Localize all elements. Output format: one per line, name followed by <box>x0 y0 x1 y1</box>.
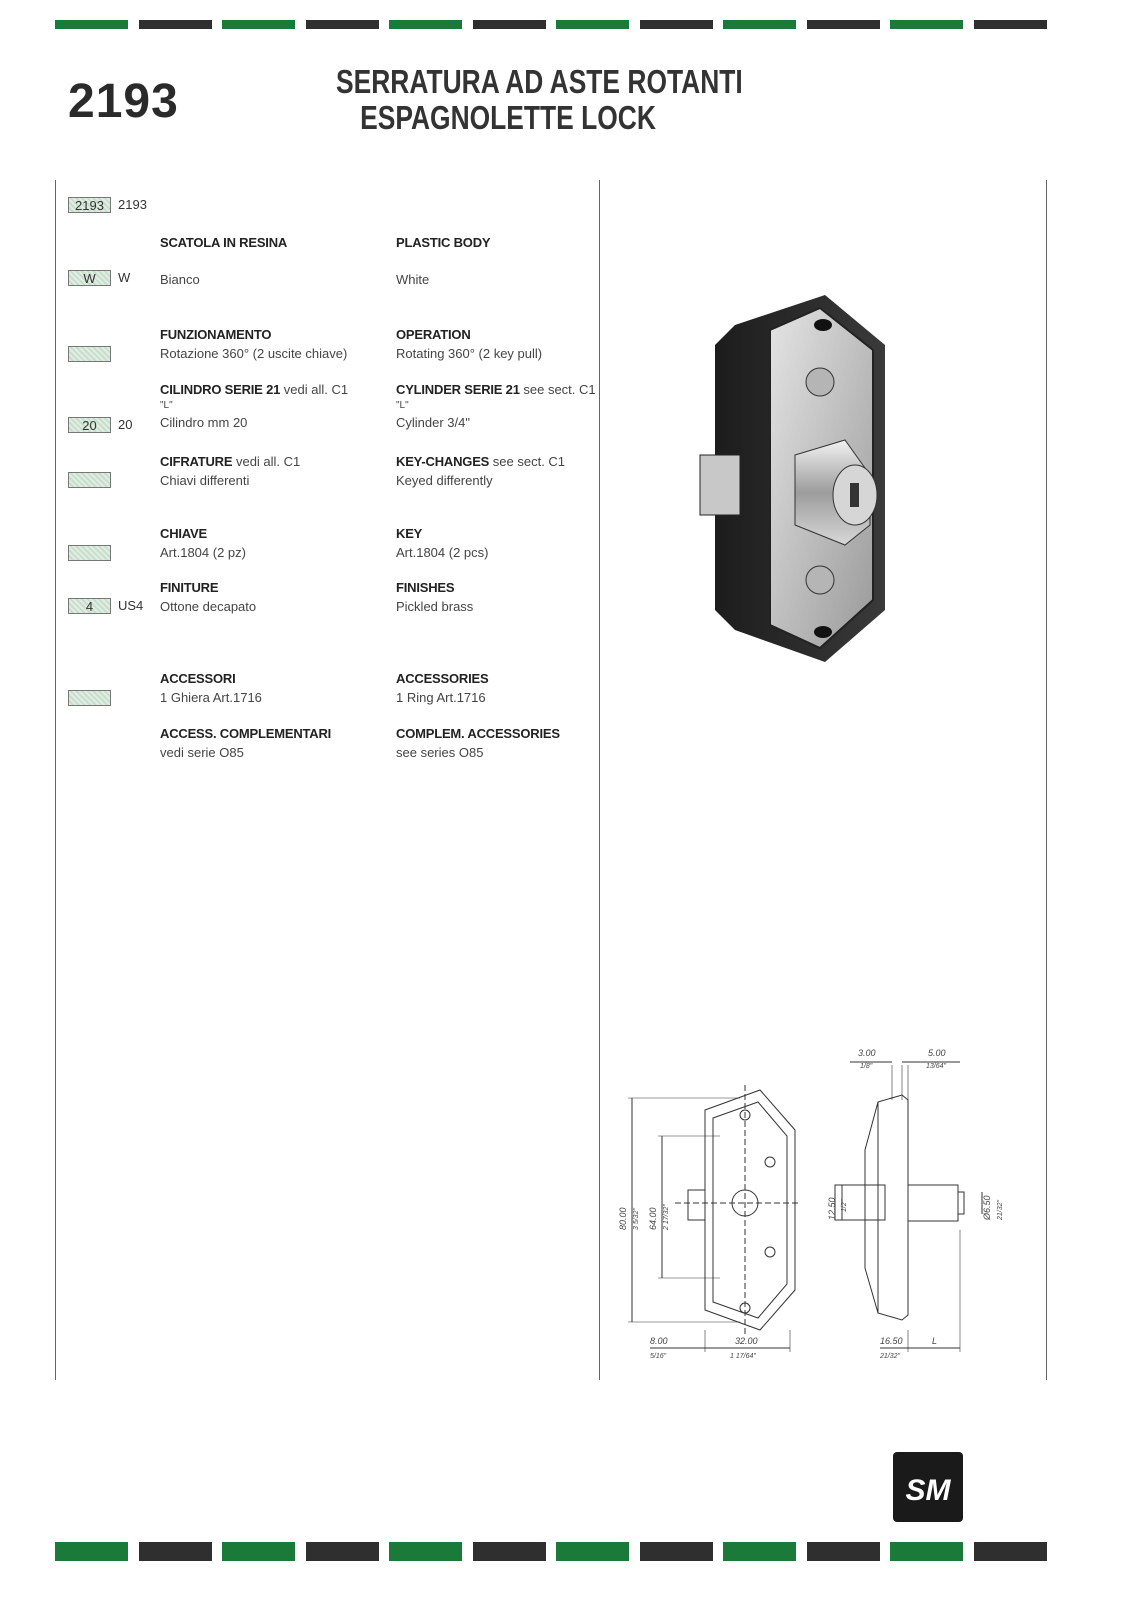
complementary-it-text: vedi serie O85 <box>160 745 244 760</box>
bottom-stripe-bar <box>55 1542 1047 1561</box>
accessories-it-text: 1 Ghiera Art.1716 <box>160 690 262 705</box>
operation-en <box>396 325 596 363</box>
dim-3: 3.00 <box>858 1048 876 1058</box>
operation-it-head: FUNZIONAMENTO <box>160 327 272 342</box>
finish-en <box>396 578 596 616</box>
front-spindle-bottom <box>765 1247 775 1257</box>
spec-body-en: PLASTIC BODY <box>396 235 491 250</box>
keychanges-en-text: Keyed differently <box>396 473 493 488</box>
code-label-cylinder: 20 <box>118 417 133 432</box>
stripe-dark <box>640 20 713 29</box>
cylinder-en-text: Cylinder 3/4" <box>396 415 470 430</box>
keychanges-it-text: Chiavi differenti <box>160 473 250 488</box>
operation-it-text: Rotazione 360° (2 uscite chiave) <box>160 346 348 361</box>
code-box-operation <box>68 346 111 362</box>
stripe-dark <box>807 20 880 29</box>
stripe-green <box>55 1542 128 1561</box>
accessories-en-text: 1 Ring Art.1716 <box>396 690 486 705</box>
stripe-dark <box>974 1542 1047 1561</box>
keychanges-it <box>160 452 380 490</box>
keychanges-en <box>396 452 596 490</box>
stripe-green <box>222 1542 295 1561</box>
finish-en-head: FINISHES <box>396 580 455 595</box>
dim-6-5-in: 21/32" <box>997 1199 1004 1220</box>
spindle-bottom <box>806 566 834 594</box>
code-box-keychanges <box>68 472 111 488</box>
stripe-dark <box>306 20 379 29</box>
top-stripe-bar <box>55 20 1047 29</box>
key-it-text: Art.1804 (2 pz) <box>160 545 246 560</box>
finish-en-text: Pickled brass <box>396 599 474 614</box>
cylinder-it-ref: vedi all. C1 <box>283 382 349 397</box>
complementary-en <box>396 724 596 762</box>
accessories-it-head: ACCESSORI <box>160 671 236 686</box>
accessories-en <box>396 669 596 707</box>
stripe-dark <box>473 20 546 29</box>
lock-product-photo <box>695 290 915 670</box>
stripe-dark <box>640 1542 713 1561</box>
stripe-dark <box>473 1542 546 1561</box>
stripe-green <box>556 1542 629 1561</box>
code-box-model: 2193 <box>68 197 111 213</box>
stripe-dark <box>807 1542 880 1561</box>
cylinder-en-head: CYLINDER SERIE 21 <box>396 382 520 397</box>
key-it-head: CHIAVE <box>160 526 207 541</box>
color-en: White <box>396 272 430 287</box>
stripe-dark <box>139 1542 212 1561</box>
keychanges-en-ref: see sect. C1 <box>492 454 566 469</box>
cylinder-en-ref: see sect. C1 <box>523 382 596 397</box>
key-it <box>160 524 380 562</box>
finish-it-text: Ottone decapato <box>160 599 257 614</box>
code-box-cylinder: 20 <box>68 417 111 433</box>
front-spindle-top <box>765 1157 775 1167</box>
dim-32: 32.00 <box>735 1336 758 1346</box>
stripe-green <box>389 20 462 29</box>
side-cylinder <box>908 1185 958 1221</box>
dim-6-5: Ø6.50 <box>982 1195 992 1220</box>
stripe-green <box>55 20 128 29</box>
stripe-green <box>890 20 963 29</box>
stripe-green <box>723 20 796 29</box>
dim-5-in: 13/64" <box>926 1063 947 1070</box>
cylinder-it-text: Cilindro mm 20 <box>160 415 248 430</box>
dim-80: 80.00 <box>618 1207 628 1230</box>
stripe-green <box>222 20 295 29</box>
code-box-key <box>68 545 111 561</box>
stripe-green <box>389 1542 462 1561</box>
code-box-color: W <box>68 270 111 286</box>
dim-16-5-in: 21/32" <box>880 1353 901 1360</box>
technical-drawing <box>610 1040 1030 1380</box>
title-italian: SERRATURA AD ASTE ROTANTI <box>336 63 743 100</box>
dim-8-in: 5/16" <box>650 1353 667 1360</box>
page-title <box>336 63 743 136</box>
keyhole-icon <box>850 483 859 507</box>
stripe-dark <box>974 20 1047 29</box>
complementary-it <box>160 724 380 762</box>
color-it: Bianco <box>160 272 200 287</box>
dim-80-in: 3 5/32" <box>633 1208 640 1230</box>
cylinder-it-head: CILINDRO SERIE 21 <box>160 382 281 397</box>
dim-12-5-in: 1/2" <box>841 1199 848 1212</box>
dim-5: 5.00 <box>928 1048 946 1058</box>
lock-bolt <box>700 455 740 515</box>
code-label-model: 2193 <box>118 197 147 212</box>
stripe-green <box>890 1542 963 1561</box>
side-view-outline <box>878 1095 908 1320</box>
dim-64: 64.00 <box>648 1207 658 1230</box>
code-box-finish: 4 <box>68 598 111 614</box>
spec-body-it: SCATOLA IN RESINA <box>160 235 288 250</box>
dim-64-in: 2 17/32" <box>663 1204 670 1230</box>
code-label-finish: US4 <box>118 598 144 613</box>
finish-it <box>160 578 380 616</box>
key-en-text: Art.1804 (2 pcs) <box>396 545 489 560</box>
brand-logo <box>893 1452 963 1522</box>
front-bolt <box>688 1190 705 1220</box>
stripe-green <box>723 1542 796 1561</box>
right-border <box>1046 180 1047 1380</box>
dim-3-in: 1/8" <box>860 1063 873 1070</box>
accessories-en-head: ACCESSORIES <box>396 671 489 686</box>
code-box-accessories <box>68 690 111 706</box>
side-cylinder-cap <box>958 1192 964 1214</box>
cylinder-en <box>396 380 596 432</box>
keychanges-it-ref: vedi all. C1 <box>235 454 301 469</box>
operation-en-head: OPERATION <box>396 327 471 342</box>
front-view-outline <box>705 1090 795 1330</box>
front-view-inner <box>713 1102 787 1318</box>
complementary-en-head: COMPLEM. ACCESSORIES <box>396 726 560 741</box>
column-divider <box>599 180 600 1380</box>
stripe-green <box>556 20 629 29</box>
cylinder-it <box>160 380 380 432</box>
key-en-head: KEY <box>396 526 423 541</box>
brand-logo-text: SM <box>905 1474 951 1507</box>
dim-32-in: 1 17/64" <box>730 1353 756 1360</box>
dim-16-5: 16.50 <box>880 1336 903 1346</box>
product-code: 2193 <box>68 75 179 128</box>
cylinder-en-type: "L" <box>396 400 409 411</box>
screw-hole-top <box>814 319 832 331</box>
keychanges-en-head: KEY-CHANGES <box>396 454 490 469</box>
cylinder-it-type: "L" <box>160 400 173 411</box>
operation-en-text: Rotating 360° (2 key pull) <box>396 346 543 361</box>
dim-l: L <box>932 1336 938 1346</box>
dim-8: 8.00 <box>650 1336 668 1346</box>
finish-it-head: FINITURE <box>160 580 219 595</box>
accessories-it <box>160 669 380 707</box>
complementary-it-head: ACCESS. COMPLEMENTARI <box>160 726 332 741</box>
stripe-dark <box>139 20 212 29</box>
title-english: ESPAGNOLETTE LOCK <box>360 99 656 136</box>
spindle-top <box>806 368 834 396</box>
key-en <box>396 524 596 562</box>
keychanges-it-head: CIFRATURE <box>160 454 233 469</box>
complementary-en-text: see series O85 <box>396 745 484 760</box>
left-border <box>55 180 56 1380</box>
screw-hole-bottom <box>814 626 832 638</box>
stripe-dark <box>306 1542 379 1561</box>
code-label-color: W <box>118 270 131 285</box>
operation-it <box>160 325 380 363</box>
side-view-face <box>865 1102 878 1313</box>
dim-12-5: 12.50 <box>827 1197 837 1220</box>
